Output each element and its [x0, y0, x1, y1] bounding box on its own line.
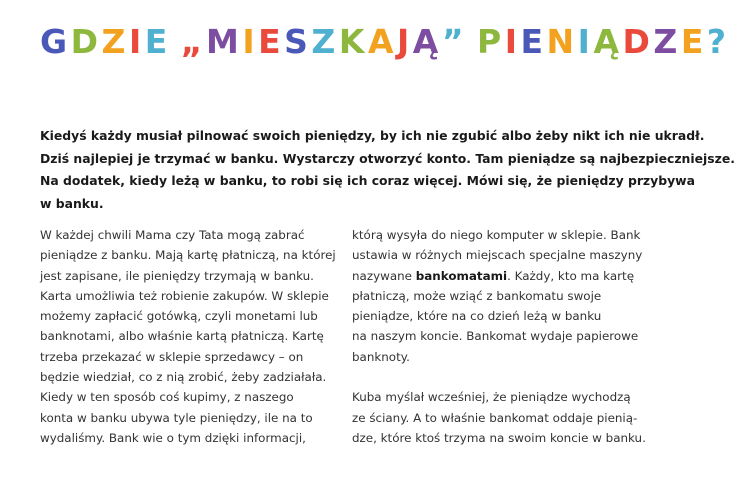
title-letter: ”: [441, 22, 468, 61]
title-letter: I: [577, 22, 594, 61]
body-line: płatniczą, może wziąć z bankomatu swoje: [352, 288, 602, 303]
left-column: [40, 225, 336, 448]
title-letter: I: [128, 22, 145, 61]
title-letter: N: [546, 22, 578, 61]
lead-line: Kiedyś każdy musiał pilnować swoich pieniędzy, by ich nie zgubić albo żeby nikt ich nie ukradł.: [40, 128, 705, 143]
body-line: możemy zapłacić gotówką, czyli monetami lub: [40, 309, 318, 324]
title-space: [467, 18, 477, 66]
body-line: dze, które ktoś trzyma na swoim koncie w banku.: [352, 430, 646, 445]
body-line: banknoty.: [352, 349, 410, 364]
body-line: ze ściany. A to właśnie bankomat oddaje pienią-: [352, 410, 638, 425]
title-letter: E: [144, 22, 171, 61]
title-letter: I: [242, 22, 259, 61]
title-letter: I: [504, 22, 521, 61]
title-letter: Ą: [593, 22, 623, 61]
text-run: nazywane: [352, 268, 416, 283]
body-line: pieniądze, które na co dzień leżą w banku: [352, 309, 602, 324]
text-run: . Każdy, kto ma kartę: [507, 268, 635, 283]
body-line: konta w banku ubywa tyle pieniędzy, ile na to: [40, 410, 313, 425]
body-line: [352, 266, 642, 286]
title-letter: D: [70, 22, 102, 61]
body-line: jest zapisane, ile pieniędzy trzymają w banku.: [40, 268, 314, 283]
body-line: którą wysyła do niego komputer w sklepie. Bank: [352, 228, 641, 242]
title-letter: E: [258, 22, 285, 61]
title-letter: S: [284, 22, 312, 61]
page-title: [40, 18, 730, 66]
title-letter: Z: [101, 22, 129, 61]
body-line: wydaliśmy. Bank wie o tym dzięki informacji,: [40, 430, 306, 445]
bold-term-bankomatami: bankomatami: [415, 268, 508, 283]
paragraph-gap: [352, 367, 642, 387]
body-line: będzie wiedział, co z nią zrobić, żeby zadziałała.: [40, 370, 327, 385]
body-line: Kiedy w ten sposób coś kupimy, z naszego: [40, 390, 294, 405]
title-letter: ?: [706, 22, 730, 61]
body-line: Karta umożliwia też robienie zakupów. W sklepie: [40, 288, 329, 303]
lead-line: w banku.: [40, 195, 104, 211]
title-letter: A: [367, 22, 397, 61]
body-line: pieniądze z banku. Mają kartę płatniczą, na której: [40, 248, 336, 263]
title-letter: Ą: [412, 22, 442, 61]
body-line: W każdej chwili Mama czy Tata mogą zabrać: [40, 228, 305, 242]
title-letter: Z: [311, 22, 339, 61]
title-letter: J: [396, 22, 413, 61]
body-line: ustawia w różnych miejscach specjalne maszyny: [352, 248, 643, 263]
body-line: banknotami, albo właśnie kartą płatniczą. Kartę: [40, 329, 324, 344]
title-space: [171, 18, 181, 66]
lead-paragraph: [40, 125, 735, 215]
title-letter: K: [338, 22, 368, 61]
title-letter: M: [205, 22, 243, 61]
title-letter: G: [40, 22, 71, 61]
title-letter: Z: [653, 22, 681, 61]
right-column: [352, 225, 646, 448]
body-line: trzeba przekazać w sklepie sprzedawcy – on: [40, 349, 304, 364]
lead-line: Dziś najlepiej je trzymać w banku. Wystarczy otworzyć konto. Tam pieniądze są najbezpieczniejsze.: [40, 150, 735, 166]
lead-line: Na dodatek, kiedy leżą w banku, to robi się ich coraz więcej. Mówi się, że pieniędzy przybywa: [40, 173, 695, 188]
title-letter: E: [520, 22, 547, 61]
title-letter: P: [477, 22, 505, 61]
title-letter: E: [680, 22, 707, 61]
body-line: Kuba myślał wcześniej, że pieniądze wychodzą: [352, 390, 631, 405]
title-letter: D: [622, 22, 654, 61]
body-line: na naszym koncie. Bankomat wydaje papierowe: [352, 329, 639, 344]
title-letter: „: [180, 22, 206, 61]
